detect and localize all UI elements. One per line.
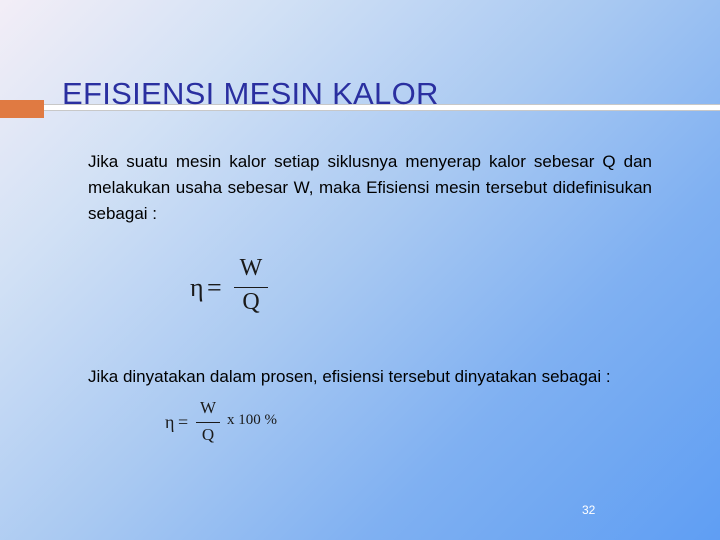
definition-paragraph: Jika suatu mesin kalor setiap siklusnya menyerap kalor sebesar Q dan melakukan usaha sebesar W, maka Efisiensi mesin tersebut didefinisukan sebagai :	[88, 152, 652, 223]
formula-denominator: Q	[242, 289, 260, 315]
equals-sign: =	[207, 273, 222, 302]
eta-symbol: η	[190, 273, 204, 302]
efficiency-percent-formula	[165, 398, 305, 450]
percent-paragraph: Jika dinyatakan dalam prosen, efisiensi tersebut dinyatakan sebagai :	[88, 367, 611, 386]
efficiency-formula	[190, 255, 270, 325]
fraction-bar	[234, 287, 268, 288]
slide-title: EFISIENSI MESIN KALOR	[62, 76, 439, 111]
page-number: 32	[582, 503, 596, 517]
formula-denominator: Q	[201, 425, 215, 444]
formula-numerator: W	[199, 398, 217, 417]
formula-numerator: W	[239, 255, 263, 281]
equals-sign: =	[178, 412, 189, 432]
eta-symbol: η	[165, 412, 175, 432]
fraction-bar	[196, 422, 220, 423]
title-accent-bar	[0, 100, 44, 118]
percent-multiplier: x 100 %	[227, 412, 277, 428]
